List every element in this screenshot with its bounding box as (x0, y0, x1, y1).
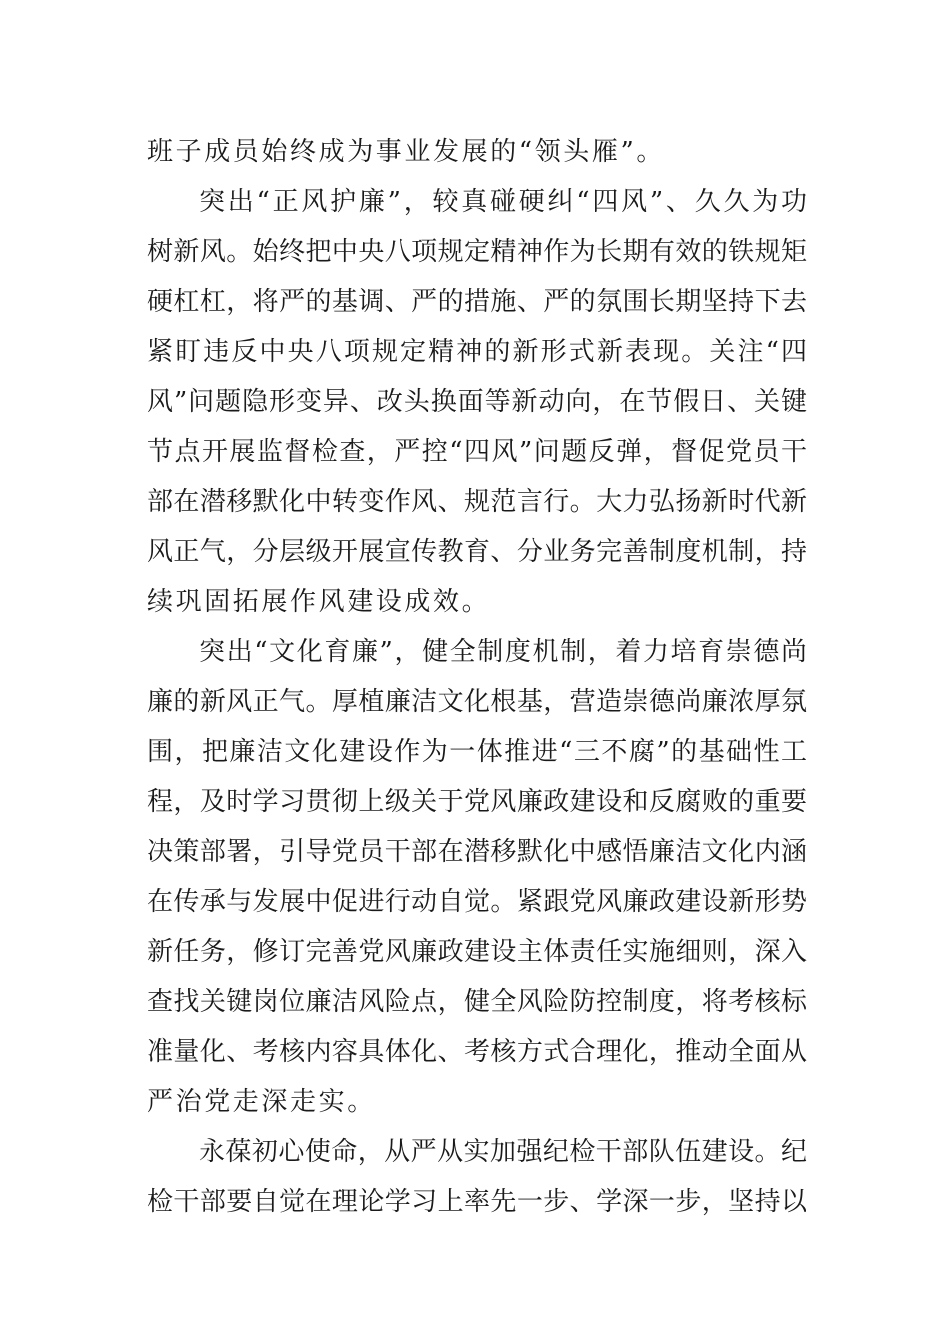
text-line: 突出“文化育廉”，健全制度机制，着力培育崇德尚 (199, 637, 807, 667)
text-line: 续巩固拓展作风建设成效。 (147, 587, 491, 617)
text-line: 在传承与发展中促进行动自觉。紧跟党风廉政建设新形势 (147, 887, 807, 917)
text-line: 班子成员始终成为事业发展的“领头雁”。 (147, 137, 665, 167)
text-line: 查找关键岗位廉洁风险点，健全风险防控制度，将考核标 (147, 987, 807, 1017)
text-line: 风”问题隐形变异、改头换面等新动向，在节假日、关键 (147, 387, 807, 417)
text-line: 检干部要自觉在理论学习上率先一步、学深一步，坚持以 (147, 1187, 807, 1217)
text-line: 程，及时学习贯彻上级关于党风廉政建设和反腐败的重要 (147, 787, 807, 817)
text-line: 永葆初心使命，从严从实加强纪检干部队伍建设。纪 (199, 1137, 807, 1167)
text-line: 严治党走深走实。 (147, 1087, 376, 1117)
text-line: 硬杠杠，将严的基调、严的措施、严的氛围长期坚持下去 (147, 287, 807, 317)
text-line: 突出“正风护廉”，较真碰硬纠“四风”、久久为功 (199, 187, 807, 217)
text-line: 紧盯违反中央八项规定精神的新形式新表现。关注“四 (147, 337, 807, 367)
text-line: 围，把廉洁文化建设作为一体推进“三不腐”的基础性工 (147, 737, 807, 767)
text-line: 决策部署，引导党员干部在潜移默化中感悟廉洁文化内涵 (147, 837, 807, 867)
text-line: 部在潜移默化中转变作风、规范言行。大力弘扬新时代新 (147, 487, 807, 517)
text-line: 树新风。始终把中央八项规定精神作为长期有效的铁规矩 (147, 237, 807, 267)
text-line: 廉的新风正气。厚植廉洁文化根基，营造崇德尚廉浓厚氛 (147, 687, 807, 717)
text-line: 节点开展监督检查，严控“四风”问题反弹，督促党员干 (147, 437, 807, 467)
text-line: 风正气，分层级开展宣传教育、分业务完善制度机制，持 (147, 537, 807, 567)
text-line: 准量化、考核内容具体化、考核方式合理化，推动全面从 (147, 1037, 807, 1067)
text-line: 新任务，修订完善党风廉政建设主体责任实施细则，深入 (147, 937, 807, 967)
